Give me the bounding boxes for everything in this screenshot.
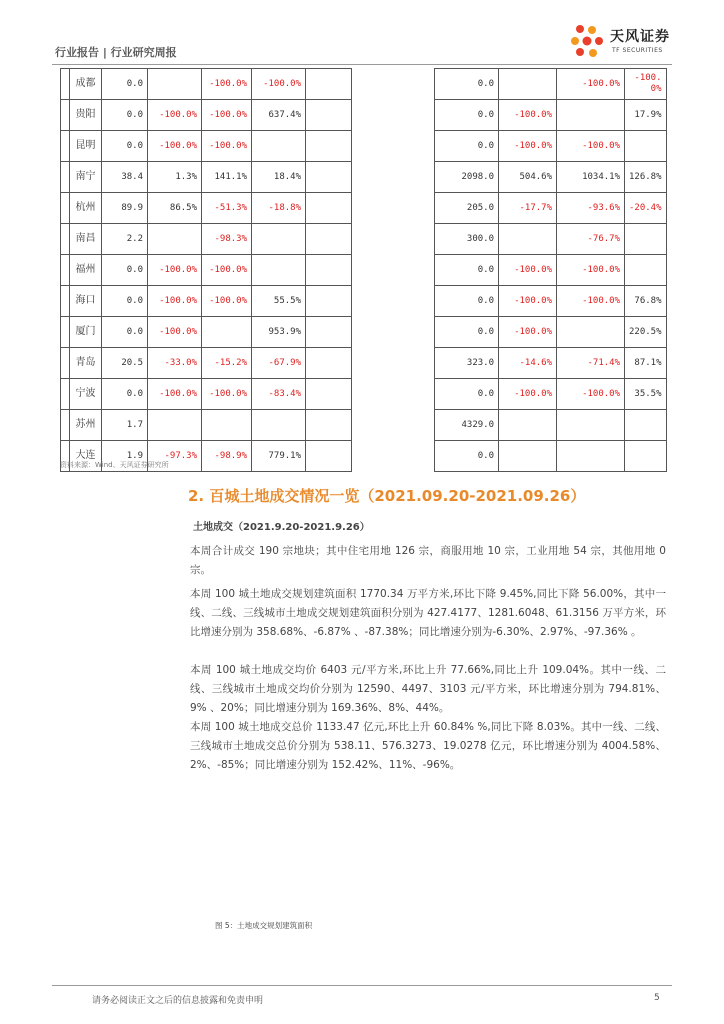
table-cell: 637.4% (252, 100, 306, 131)
table-cell: -100.0% (148, 317, 202, 348)
table-cell (306, 441, 352, 472)
table-cell: 76.8% (625, 286, 667, 317)
table-cell (306, 193, 352, 224)
table-cell: 0.0 (435, 317, 499, 348)
table-cell: 0.0 (435, 441, 499, 472)
table-cell (625, 410, 667, 441)
table-cell: -100.0% (202, 255, 252, 286)
table-cell: 青岛 (70, 348, 102, 379)
table-cell (202, 410, 252, 441)
table-cell: 0.0 (435, 100, 499, 131)
table-cell: 0.0 (435, 286, 499, 317)
table-cell: 87.1% (625, 348, 667, 379)
table-cell: -98.3% (202, 224, 252, 255)
table-cell: -17.7% (499, 193, 557, 224)
table-row (435, 193, 667, 224)
table-cell (306, 255, 352, 286)
table-cell: 2.2 (102, 224, 148, 255)
table-cell: 86.5% (148, 193, 202, 224)
table-cell: -100.0% (499, 317, 557, 348)
table-cell: -20.4% (625, 193, 667, 224)
table-cell: -100.0% (148, 255, 202, 286)
table-cell: 38.4 (102, 162, 148, 193)
table-cell (499, 224, 557, 255)
table-cell: 35.5% (625, 379, 667, 410)
table-cell (499, 69, 557, 100)
table-cell: 89.9 (102, 193, 148, 224)
header-title: 行业报告 | 行业研究周报 (55, 46, 177, 59)
table-cell: 141.1% (202, 162, 252, 193)
table-cell (557, 100, 625, 131)
table-cell: 4329.0 (435, 410, 499, 441)
table-cell: 大连 (70, 441, 102, 472)
table-cell: 17.9% (625, 100, 667, 131)
paragraph: 本周 100 城土地成交总价 1133.47 亿元,环比上升 60.84% %,同比下降 8.03%。其中一线、二线、三线城市土地成交总价分别为 538.11、576.3273、19.0278 亿元，环比增速分别为 4004.58%、2%、-85%；同比增速分别为 152.42%、11%、-96%。 (190, 721, 666, 771)
table-cell (306, 410, 352, 441)
source-note: 资料来源：Wind、天风证券研究所 (60, 461, 169, 469)
table-cell: 1.9 (102, 441, 148, 472)
table-cell: 海口 (70, 286, 102, 317)
table-cell: -100.0% (557, 69, 625, 100)
table-cell: -100.0% (148, 286, 202, 317)
table-cell: -93.6% (557, 193, 625, 224)
table-cell (252, 224, 306, 255)
table-row (435, 69, 667, 100)
table-cell (306, 224, 352, 255)
table-cell: -100.0% (557, 286, 625, 317)
table-cell: 779.1% (252, 441, 306, 472)
table-row (435, 379, 667, 410)
table-row (61, 69, 352, 100)
table-cell (306, 379, 352, 410)
table-cell (61, 379, 70, 410)
table-cell: 0.0 (102, 317, 148, 348)
table-cell: 300.0 (435, 224, 499, 255)
table-cell (306, 317, 352, 348)
table-cell: -71.4% (557, 348, 625, 379)
table-cell: -100.0% (557, 131, 625, 162)
table-cell: -100.0% (499, 379, 557, 410)
table-cell: 0.0 (435, 255, 499, 286)
table-cell: -100.0% (499, 286, 557, 317)
table-row (435, 131, 667, 162)
table-cell: 0.0 (435, 69, 499, 100)
table-cell: -18.8% (252, 193, 306, 224)
table-cell: 1.3% (148, 162, 202, 193)
table-cell: 220.5% (625, 317, 667, 348)
page-number: 5 (654, 993, 660, 1003)
table-row (435, 348, 667, 379)
table-cell: -51.3% (202, 193, 252, 224)
table-cell: -98.9% (202, 441, 252, 472)
table-cell: -100.0% (202, 69, 252, 100)
table-cell: 0.0 (102, 286, 148, 317)
table-cell (625, 224, 667, 255)
table-cell: 18.4% (252, 162, 306, 193)
table-cell: -100.0% (148, 100, 202, 131)
table-cell: 贵阳 (70, 100, 102, 131)
table-cell (61, 131, 70, 162)
table-cell: -33.0% (148, 348, 202, 379)
table-cell: -100.0% (148, 131, 202, 162)
logo-mark-icon (566, 22, 608, 64)
table-cell (61, 100, 70, 131)
table-row (435, 286, 667, 317)
table-cell: 953.9% (252, 317, 306, 348)
table-row (61, 286, 352, 317)
table-cell (148, 69, 202, 100)
company-logo (566, 22, 676, 64)
table-row (435, 317, 667, 348)
table-row (61, 255, 352, 286)
table-row (435, 410, 667, 441)
table-row (435, 100, 667, 131)
table-row (61, 131, 352, 162)
table-cell (148, 410, 202, 441)
table-cell: 323.0 (435, 348, 499, 379)
table-cell (61, 162, 70, 193)
table-cell: -15.2% (202, 348, 252, 379)
table-row (61, 379, 352, 410)
table-cell: 宁波 (70, 379, 102, 410)
footer-disclaimer: 请务必阅读正文之后的信息披露和免责申明 (92, 996, 264, 1006)
table-cell (252, 410, 306, 441)
table-cell (306, 286, 352, 317)
table-cell: 126.8% (625, 162, 667, 193)
table-cell (61, 224, 70, 255)
table-cell: 0.0 (435, 131, 499, 162)
table-cell (306, 348, 352, 379)
table-cell: 2098.0 (435, 162, 499, 193)
table-cell: -100.0% (202, 100, 252, 131)
section-heading: 2. 百城土地成交情况一览（2021.09.20-2021.09.26） (188, 487, 586, 505)
table-cell (61, 410, 70, 441)
table-row (61, 162, 352, 193)
table-cell: -100.0% (625, 69, 667, 100)
table-cell: -67.9% (252, 348, 306, 379)
table-cell: 0.0 (102, 131, 148, 162)
table-row (435, 162, 667, 193)
table-cell (61, 317, 70, 348)
table-cell: 0.0 (102, 379, 148, 410)
table-cell: 杭州 (70, 193, 102, 224)
table-cell: 厦门 (70, 317, 102, 348)
table-row (435, 255, 667, 286)
table-cell: 1.7 (102, 410, 148, 441)
table-cell (306, 100, 352, 131)
table-cell (61, 193, 70, 224)
table-cell: -100.0% (202, 379, 252, 410)
table-cell: 0.0 (102, 255, 148, 286)
table-cell: -100.0% (202, 286, 252, 317)
table-cell: 20.5 (102, 348, 148, 379)
table-cell: -100.0% (557, 255, 625, 286)
table-cell: 205.0 (435, 193, 499, 224)
table-cell (61, 348, 70, 379)
logo-subtext: TF SECURITIES (612, 47, 663, 54)
table-cell: 0.0 (435, 379, 499, 410)
table-cell (625, 441, 667, 472)
table-cell: -100.0% (499, 131, 557, 162)
table-row (61, 193, 352, 224)
table-row (61, 317, 352, 348)
table-cell: 昆明 (70, 131, 102, 162)
paragraph: 本周 100 城土地成交规划建筑面积 1770.34 万平方米,环比下降 9.45%,同比下降 56.00%，其中一线、二线、三线城市土地成交规划建筑面积分别为 427.4177、1281.6048、61.3156 万平方米，环比增速分别为 358.68%、-6.87% 、-87.38%；同比增速分别为-6.30%、2.97%、-97.36% 。 (190, 588, 666, 638)
table-cell (148, 224, 202, 255)
table-cell (252, 255, 306, 286)
table-cell (557, 317, 625, 348)
table-cell: -97.3% (148, 441, 202, 472)
table-cell: -100.0% (148, 379, 202, 410)
table-cell (625, 131, 667, 162)
table-cell: -100.0% (202, 131, 252, 162)
table-row (61, 224, 352, 255)
table-cell (306, 131, 352, 162)
table-cell: -83.4% (252, 379, 306, 410)
footer-divider (52, 985, 672, 986)
table-cell: 0.0 (102, 100, 148, 131)
table-cell (61, 286, 70, 317)
table-cell: 福州 (70, 255, 102, 286)
table-cell (306, 69, 352, 100)
table-cell: 苏州 (70, 410, 102, 441)
table-cell: 504.6% (499, 162, 557, 193)
table-row (435, 441, 667, 472)
table-cell (557, 441, 625, 472)
table-cell (306, 162, 352, 193)
table-cell (252, 131, 306, 162)
city-table-left (60, 68, 352, 472)
table-cell: 55.5% (252, 286, 306, 317)
figure-caption: 图 5：土地成交规划建筑面积 (215, 921, 313, 930)
table-cell: 成都 (70, 69, 102, 100)
table-cell: -100.0% (252, 69, 306, 100)
table-row (435, 224, 667, 255)
logo-text: 天风证券 (610, 29, 670, 45)
table-cell: 南宁 (70, 162, 102, 193)
table-cell: -76.7% (557, 224, 625, 255)
paragraph: 本周合计成交 190 宗地块；其中住宅用地 126 宗，商服用地 10 宗，工业用地 54 宗，其他用地 0 宗。 (190, 545, 666, 576)
city-table-right (434, 68, 667, 472)
table-cell: 1034.1% (557, 162, 625, 193)
table-cell (499, 441, 557, 472)
table-cell (202, 317, 252, 348)
table-cell (499, 410, 557, 441)
table-cell (61, 255, 70, 286)
table-cell: -100.0% (499, 255, 557, 286)
paragraph: 本周 100 城土地成交均价 6403 元/平方米,环比上升 77.66%,同比上升 109.04%。其中一线、二线、三线城市土地成交均价分别为 12590、4497、3103 元/平方米，环比增速分别为 794.81%、9% 、20%；同比增速分别为 169.36%、8%、44%。 (190, 664, 666, 714)
header-divider (52, 64, 672, 65)
table-cell: -100.0% (557, 379, 625, 410)
table-cell: -14.6% (499, 348, 557, 379)
table-row (61, 348, 352, 379)
table-cell: -100.0% (499, 100, 557, 131)
table-cell: 南昌 (70, 224, 102, 255)
subsection-heading: 土地成交（2021.9.20-2021.9.26） (193, 522, 370, 533)
table-cell (557, 410, 625, 441)
table-cell: 0.0 (102, 69, 148, 100)
table-row (61, 410, 352, 441)
table-cell (61, 69, 70, 100)
table-row (61, 100, 352, 131)
table-cell (625, 255, 667, 286)
